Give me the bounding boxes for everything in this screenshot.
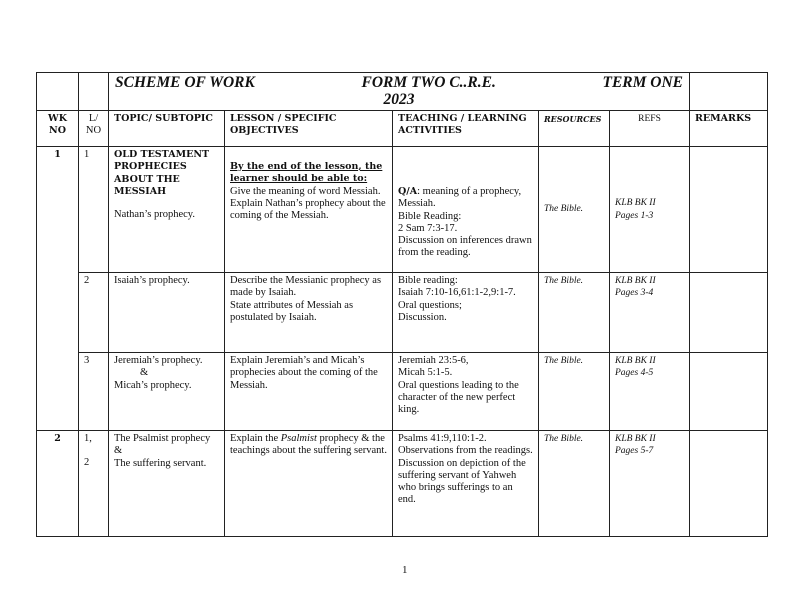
lesson-number: 2 [79,273,109,353]
objective: State attributes of Messiah as postulated by Isaiah. [230,299,354,323]
topic-cell [109,353,225,431]
title-part: FORM TWO C..R.E. [361,74,496,91]
title-part: TERM ONE [602,74,684,91]
activity: Discussion. [398,311,447,323]
objectives-cell [225,147,393,273]
ref: KLB BK II [615,434,656,444]
objective: Explain Jeremiah’s and Micah’s prophecies about the coming of the Messiah. [225,353,393,431]
ref: KLB BK II [615,356,656,366]
header-lesson: LESSON / SPECIFIC OBJECTIVES [225,111,393,147]
activity: 2 Sam 7:3-17. [398,222,458,234]
objective: Describe the Messianic prophecy as made by Isaiah. [230,275,382,299]
topic-cell [109,431,225,537]
table-row [37,147,768,273]
remarks-cell [690,431,768,537]
activity: : meaning of a prophecy, Messiah. [398,186,522,210]
activity: Oral questions leading to the character of the new perfect king. [398,379,519,416]
header-refs: REFS [610,111,690,147]
activity-label: Q/A [398,186,418,197]
page-number: 1 [402,564,408,576]
lesson-number-part: 2 [84,457,90,469]
header-resources: RESOURCES [539,111,610,147]
activities-cell [393,273,539,353]
table-row [37,273,768,353]
header-teaching: TEACHING / LEARNING ACTIVITIES [393,111,539,147]
header-topic: TOPIC/ SUBTOPIC [109,111,225,147]
refs-cell [610,353,690,431]
subtopic: The suffering servant. [114,457,207,469]
ref: KLB BK II [615,276,656,286]
header-lno: L/ NO [79,111,109,147]
objectives-cell [225,431,393,537]
table-row [37,431,768,537]
objectives-cell [225,273,393,353]
subtopic: & [140,367,149,379]
lesson-number [79,431,109,537]
header-remarks: REMARKS [690,111,768,147]
activity: Observations from the readings. [398,445,533,457]
document-title [109,73,690,111]
lesson-number-part: 1, [84,433,92,444]
table-row [37,353,768,431]
activity: Discussion on depiction of the suffering servant of Yahweh who brings sufferings to an end. [398,457,526,506]
resources-cell: The Bible. [539,431,610,537]
resources-cell: The Bible. [539,353,610,431]
objective: Explain Nathan’s prophecy about the coming of the Messiah. [230,197,386,222]
ref: Pages 3-4 [615,288,654,299]
objective: prophecy & the teachings about the suffering servant. [230,433,387,457]
lesson-number: 1 [79,147,109,273]
topic-heading: OLD TESTAMENT PROPHECIES ABOUT THE MESSIAH [114,149,210,197]
objective: Explain the [230,433,281,444]
scheme-of-work-table [36,72,768,537]
ref: Pages 5-7 [615,446,654,457]
lesson-number: 3 [79,353,109,431]
refs-cell [610,431,690,537]
activity: Jeremiah 23:5-6, [398,355,469,366]
remarks-cell [690,147,768,273]
week-number: 1 [37,147,79,431]
ref: KLB BK II [615,198,656,209]
activity: Micah 5:1-5. [398,367,453,379]
week-number: 2 [37,431,79,537]
subtopic: Isaiah’s prophecy. [109,273,225,353]
topic-cell [109,147,225,273]
title-row [37,73,768,111]
activity: Discussion on inferences drawn from the reading. [398,235,532,259]
activities-cell [393,431,539,537]
activity: Oral questions; [398,299,462,311]
refs-cell [610,147,690,273]
remarks-cell [690,353,768,431]
activity: Isaiah 7:10-16,61:1-2,9:1-7. [398,287,516,299]
activities-cell [393,353,539,431]
header-row [37,111,768,147]
refs-cell [610,273,690,353]
objective-emphasis: Psalmist [280,433,317,444]
header-wk: WK NO [37,111,79,147]
ref: Pages 1-3 [615,210,654,221]
subtopic: Micah’s prophecy. [114,379,192,391]
objective: Give the meaning of word Messiah. [230,185,381,197]
title-part: SCHEME OF WORK [115,74,255,91]
subtopic: Nathan’s prophecy. [114,209,195,221]
objectives-intro: By the end of the lesson, the learner should be able to: [230,161,383,185]
activities-cell [393,147,539,273]
resources-cell: The Bible. [539,273,610,353]
subtopic: & [114,445,123,457]
activity: Bible reading: [398,275,458,286]
subtopic: The Psalmist prophecy [114,433,211,444]
activity: Bible Reading: [398,210,462,222]
subtopic: Jeremiah’s prophecy. [114,355,203,366]
title-year: 2023 [383,91,415,108]
activity: Psalms 41:9,110:1-2. [398,433,487,444]
ref: Pages 4-5 [615,368,654,379]
resources-cell: The Bible. [539,147,610,273]
remarks-cell [690,273,768,353]
